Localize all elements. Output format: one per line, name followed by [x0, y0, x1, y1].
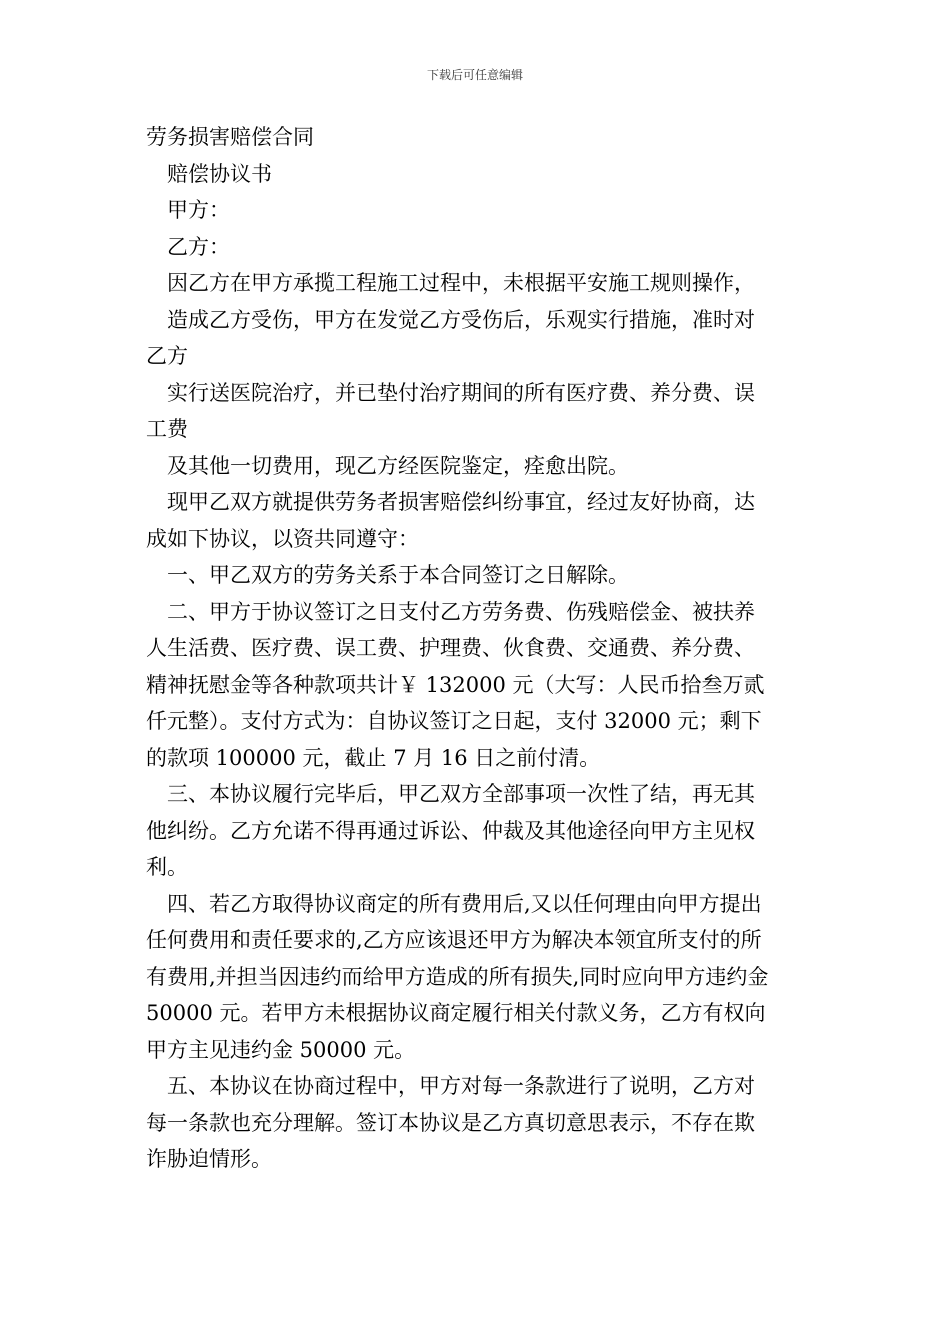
- document-title: 劳务损害赔偿合同: [146, 125, 314, 149]
- paragraph-line: 乙方: [146, 344, 188, 368]
- paragraph-line: 有费用,并担当因违约而给甲方造成的所有损失,同时应向甲方违约金: [146, 964, 769, 989]
- clause-3: 三、本协议履行完毕后，甲乙双方全部事项一次性了结，再无其: [167, 782, 755, 806]
- paragraph-line: 工费: [146, 417, 188, 441]
- paragraph-line: 造成乙方受伤，甲方在发觉乙方受伤后，乐观实行措施，准时对: [167, 307, 755, 332]
- paragraph-line: 现甲乙双方就提供劳务者损害赔偿纠纷事宜，经过友好协商，达: [167, 490, 755, 514]
- clause-1: 一、甲乙双方的劳务关系于本合同签订之日解除。: [167, 563, 629, 587]
- paragraph-line: 仟元整）。支付方式为：自协议签订之日起，支付 32000 元；剩下: [146, 709, 762, 733]
- paragraph-line: 实行送医院治疗，并已垫付治疗期间的所有医疗费、养分费、误: [167, 380, 755, 405]
- document-subtitle: 赔偿协议书: [167, 161, 272, 186]
- paragraph-line: 50000 元。若甲方未根据协议商定履行相关付款义务，乙方有权向: [146, 1001, 766, 1025]
- paragraph-line: 利。: [146, 855, 188, 879]
- paragraph-line: 精神抚慰金等各种款项共计￥ 132000 元（大写：人民币拾叁万贰: [146, 672, 765, 697]
- party-a-label: 甲方：: [167, 198, 230, 222]
- paragraph-line: 因乙方在甲方承揽工程施工过程中，未根据平安施工规则操作，: [167, 271, 755, 295]
- page-header: 下载后可任意编辑: [426, 68, 523, 82]
- paragraph-line: 每一条款也充分理解。签订本协议是乙方真切意思表示，不存在欺: [146, 1110, 755, 1135]
- paragraph-line: 成如下协议，以资共同遵守：: [146, 526, 419, 551]
- paragraph-line: 他纠纷。乙方允诺不得再通过诉讼、仲裁及其他途径向甲方主见权: [146, 818, 755, 843]
- paragraph-line: 及其他一切费用，现乙方经医院鉴定，痊愈出院。: [167, 453, 629, 478]
- paragraph-line: 甲方主见违约金 50000 元。: [146, 1037, 416, 1062]
- paragraph-line: 任何费用和责任要求的,乙方应该退还甲方为解决本领宜所支付的所: [146, 928, 762, 952]
- clause-2: 二、甲方于协议签订之日支付乙方劳务费、伤残赔偿金、被扶养: [167, 599, 755, 624]
- document-body: [146, 119, 810, 1178]
- clause-5: 五、本协议在协商过程中，甲方对每一条款进行了说明，乙方对: [167, 1074, 755, 1098]
- paragraph-line: 人生活费、医疗费、误工费、护理费、伙食费、交通费、养分费、: [146, 636, 755, 660]
- paragraph-line: 诈胁迫情形。: [146, 1147, 272, 1171]
- paragraph-line: 的款项 100000 元，截止 7 月 16 日之前付清。: [146, 745, 601, 770]
- clause-4: 四、若乙方取得协议商定的所有费用后,又以任何理由向甲方提出: [167, 891, 762, 916]
- party-b-label: 乙方：: [167, 234, 230, 259]
